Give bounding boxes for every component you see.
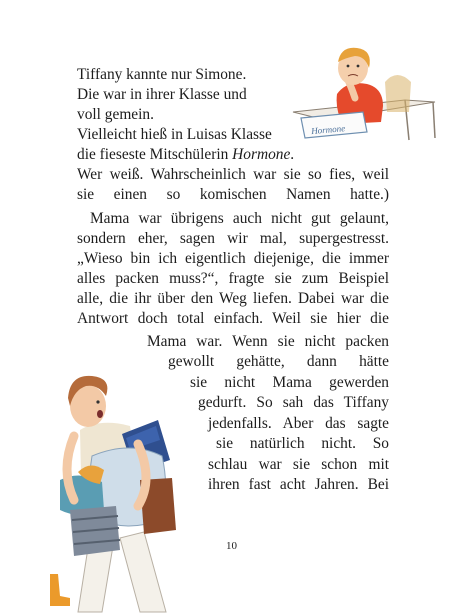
text-line: Vielleicht hieß in Luisas Klasse <box>77 126 272 143</box>
text-line: gedurft. So sah das Tiffany <box>198 394 389 411</box>
italic-name: Hormone <box>232 146 291 163</box>
hormone-sign-text: Hormone <box>310 123 346 137</box>
text-line: alles packen muss?“, fragte sie zum Beispiel <box>77 270 389 287</box>
text-line: voll gemein. <box>77 106 154 123</box>
text-line: ihren fast acht Jahren. Bei <box>208 476 389 493</box>
text-line: gewollt gehätte, dann hätte <box>168 353 389 370</box>
text-line: „Wieso bin ich eigentlich diejenige, die immer <box>77 250 389 267</box>
text-line: alle, die ihr über den Weg liefen. Dabei war die <box>77 290 389 307</box>
text-line: Die war in ihrer Klasse und <box>77 86 247 103</box>
text-segment: . <box>290 146 295 163</box>
text-line: jedenfalls. Aber das sagte <box>208 415 389 432</box>
girl-at-desk-illustration <box>285 40 445 150</box>
text-line: sondern eher, sagen wir mal, supergestresst. <box>77 230 389 247</box>
text-line: Tiffany kannte nur Simone. <box>77 66 247 83</box>
text-line: Wer weiß. Wahrscheinlich war sie so fies, weil <box>77 166 389 183</box>
text-line: Mama war übrigens auch nicht gut gelaunt, <box>90 210 389 227</box>
text-line: sie nicht Mama gewerden <box>190 374 389 391</box>
text-segment: die fieseste Mitschülerin <box>77 146 233 163</box>
page-number: 10 <box>226 540 237 552</box>
text-line <box>77 145 294 164</box>
text-line: schlau war sie schon mit <box>208 456 389 473</box>
text-line: Antwort doch total einfach. Weil sie hier die <box>77 310 389 327</box>
text-line: sie einen so komischen Namen hatte.) <box>77 186 389 203</box>
text-line: Mama war. Wenn sie nicht packen <box>147 333 389 350</box>
text-line: sie natürlich nicht. So <box>216 435 389 452</box>
mother-carrying-items-illustration <box>20 360 210 613</box>
